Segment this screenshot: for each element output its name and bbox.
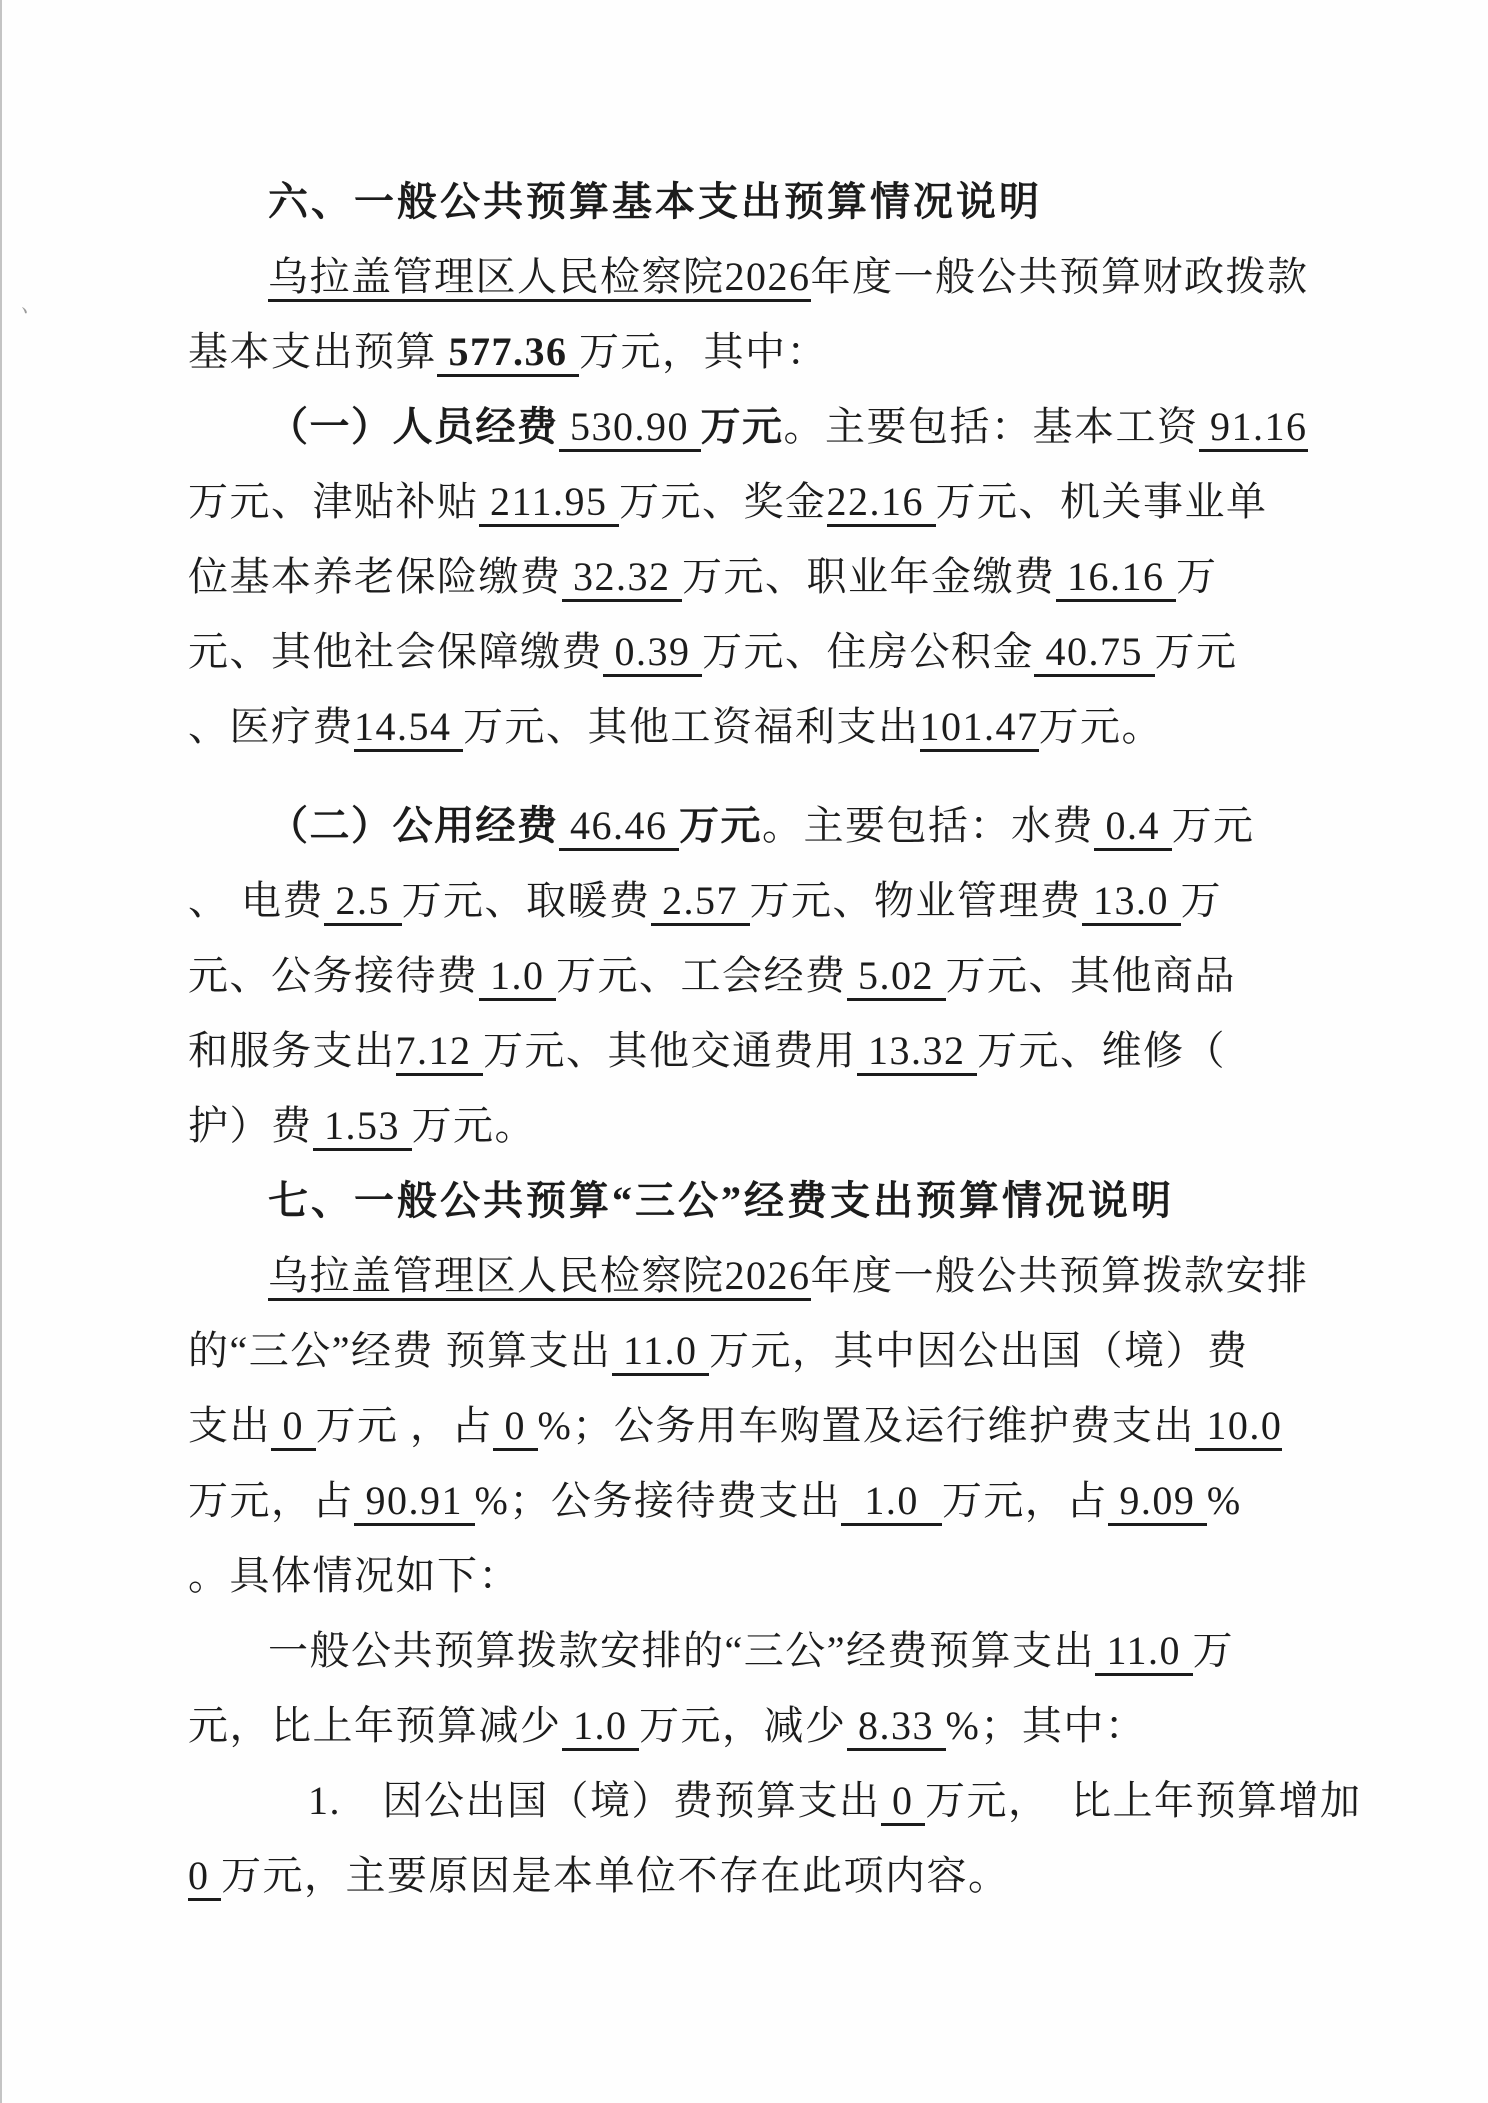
text-run: 万元，占 [188,1478,354,1523]
text-run: 万元 [679,803,762,848]
underlined-value: 211.95 [479,479,620,527]
text-run: 万元， 比上年预算增加 [925,1778,1362,1823]
underlined-value: 7.12 [396,1028,484,1076]
underlined-value: 乌拉盖管理区人民检察院2026 [268,254,811,302]
text-run: 支出 [188,1403,271,1448]
text-run: 万元，主要原因是本单位不存在此项内容。 [221,1853,1010,1898]
text-run: 万元、取暖费 [401,878,651,923]
line-sangong-summary-1 [188,1613,1338,1688]
underlined-value: 5.02 [847,953,946,1001]
underlined-value: 11.0 [1095,1628,1193,1676]
text-run: 万元、其他商品 [945,953,1236,998]
line-abroad-1 [188,1763,1362,1838]
line-personnel-1 [188,389,1338,464]
text-run: 万元 [700,404,784,449]
underlined-value: 0 [271,1403,316,1451]
underlined-value: 0 [881,1778,926,1826]
underlined-value: 530.90 [559,404,701,452]
text-run: 元、其他社会保障缴费 [188,629,603,674]
underlined-value: 32.32 [562,554,683,602]
line-sangong-intro [188,1238,1338,1313]
text-run: （二）公用经费 [268,803,559,848]
line-public-5 [188,1088,1338,1163]
text-run: 万元、维修（ [977,1028,1226,1073]
text-run: %；公务接待费支出 [474,1478,842,1523]
underlined-value: 1.0 [841,1478,942,1526]
line-sangong-5 [188,1538,1338,1613]
underlined-value: 2.5 [324,878,402,926]
text-run: 万元。 [1038,704,1163,749]
text-run: 万 [1180,878,1222,923]
underlined-value: 46.46 [559,803,680,851]
text-run: 万元。 [411,1103,536,1148]
line-public-1 [188,788,1338,863]
text-run: 万元，其中因公出国（境）费 [709,1328,1249,1373]
text-run: 万元、住房公积金 [702,629,1034,674]
text-run: （一）人员经费 [268,404,559,449]
scan-edge-artifact [0,0,2,2103]
text-run: 元、公务接待费 [188,953,479,998]
text-run: 万元、津贴补贴 [188,479,479,524]
line-personnel-3 [188,539,1338,614]
text-run: 。主要包括：水费 [762,803,1094,848]
text-run: 万元，其中： [579,329,828,374]
heading-section-six [188,164,1338,239]
text-run: 一般公共预算拨款安排的“三公”经费预算支出 [268,1628,1096,1673]
line-sangong-4 [188,1463,1338,1538]
text-run: 万元 ，占 [315,1403,493,1448]
text-run: 、 电费 [188,878,324,923]
underlined-value: 1.0 [479,953,557,1001]
underlined-value: 0 [188,1853,221,1901]
line-sangong-2 [188,1313,1338,1388]
text-run: 基本支出预算 [188,329,437,374]
line-sangong-3 [188,1388,1338,1463]
underlined-value: 91.16 [1199,404,1308,452]
underlined-value: 0 [493,1403,538,1451]
underlined-value: 16.16 [1056,554,1177,602]
text-run: 万元、其他交通费用 [483,1028,857,1073]
underlined-value: 10.0 [1195,1403,1283,1451]
line-personnel-4 [188,614,1338,689]
line-basic-intro [188,239,1338,314]
underlined-value: 14.54 [354,704,463,752]
text-run: %；其中： [945,1703,1147,1748]
text-run: 万元、其他工资福利支出 [463,704,920,749]
line-sangong-summary-2 [188,1688,1338,1763]
document-content [188,164,1362,1913]
line-abroad-2 [188,1838,1338,1913]
text-run: 万元、工会经费 [556,953,847,998]
text-run: 万元，减少 [639,1703,847,1748]
underlined-value: 9.09 [1108,1478,1207,1526]
underlined-value: 1.0 [562,1703,640,1751]
text-run: 和服务支出 [188,1028,396,1073]
underlined-value: 11.0 [612,1328,710,1376]
underlined-value: 577.36 [437,329,579,377]
text-run: %；公务用车购置及运行维护费支出 [537,1403,1195,1448]
text-run: 万元，占 [941,1478,1108,1523]
line-public-2 [188,863,1338,938]
line-public-3 [188,938,1338,1013]
line-personnel-5 [188,689,1338,764]
text-run: % [1206,1478,1242,1523]
text-run: 护）费 [188,1103,313,1148]
underlined-value: 13.32 [857,1028,978,1076]
text-run: 1. 因公出国（境）费预算支出 [308,1778,881,1823]
heading-section-seven [188,1163,1338,1238]
underlined-value: 40.75 [1034,629,1155,677]
underlined-value: 22.16 [827,479,936,527]
text-run: 。主要包括：基本工资 [783,404,1199,449]
text-run: 年度一般公共预算财政拨款 [810,254,1309,299]
text-run: 万元、物业管理费 [749,878,1082,923]
scan-speck-artifact: 、 [19,291,47,321]
text-run: 万元 [1154,629,1238,674]
line-public-4 [188,1013,1338,1088]
line-basic-total [188,314,1338,389]
underlined-value: 13.0 [1082,878,1181,926]
text-run: 的“三公”经费 预算支出 [188,1328,612,1373]
text-run: 年度一般公共预算拨款安排 [810,1253,1309,1298]
text-run: 万元、奖金 [619,479,827,524]
text-run: 元，比上年预算减少 [188,1703,562,1748]
text-run: 位基本养老保险缴费 [188,554,562,599]
text-run: 七、一般公共预算“三公”经费支出预算情况说明 [268,1178,1174,1223]
text-run: 。具体情况如下： [188,1553,520,1598]
text-run: 万 [1192,1628,1235,1673]
underlined-value: 1.53 [313,1103,412,1151]
underlined-value: 101.47 [920,704,1039,752]
line-personnel-2 [188,464,1338,539]
text-run: 万元、职业年金缴费 [682,554,1056,599]
underlined-value: 2.57 [651,878,750,926]
text-run: 六、一般公共预算基本支出预算情况说明 [268,179,1042,224]
underlined-value: 乌拉盖管理区人民检察院2026 [268,1253,811,1301]
text-run: 万元、机关事业单 [935,479,1268,524]
underlined-value: 0.39 [603,629,702,677]
text-run: 、医疗费 [188,704,354,749]
underlined-value: 90.91 [354,1478,475,1526]
underlined-value: 0.4 [1094,803,1172,851]
underlined-value: 8.33 [847,1703,946,1751]
text-run: 万 [1176,554,1218,599]
text-run: 万元 [1171,803,1255,848]
